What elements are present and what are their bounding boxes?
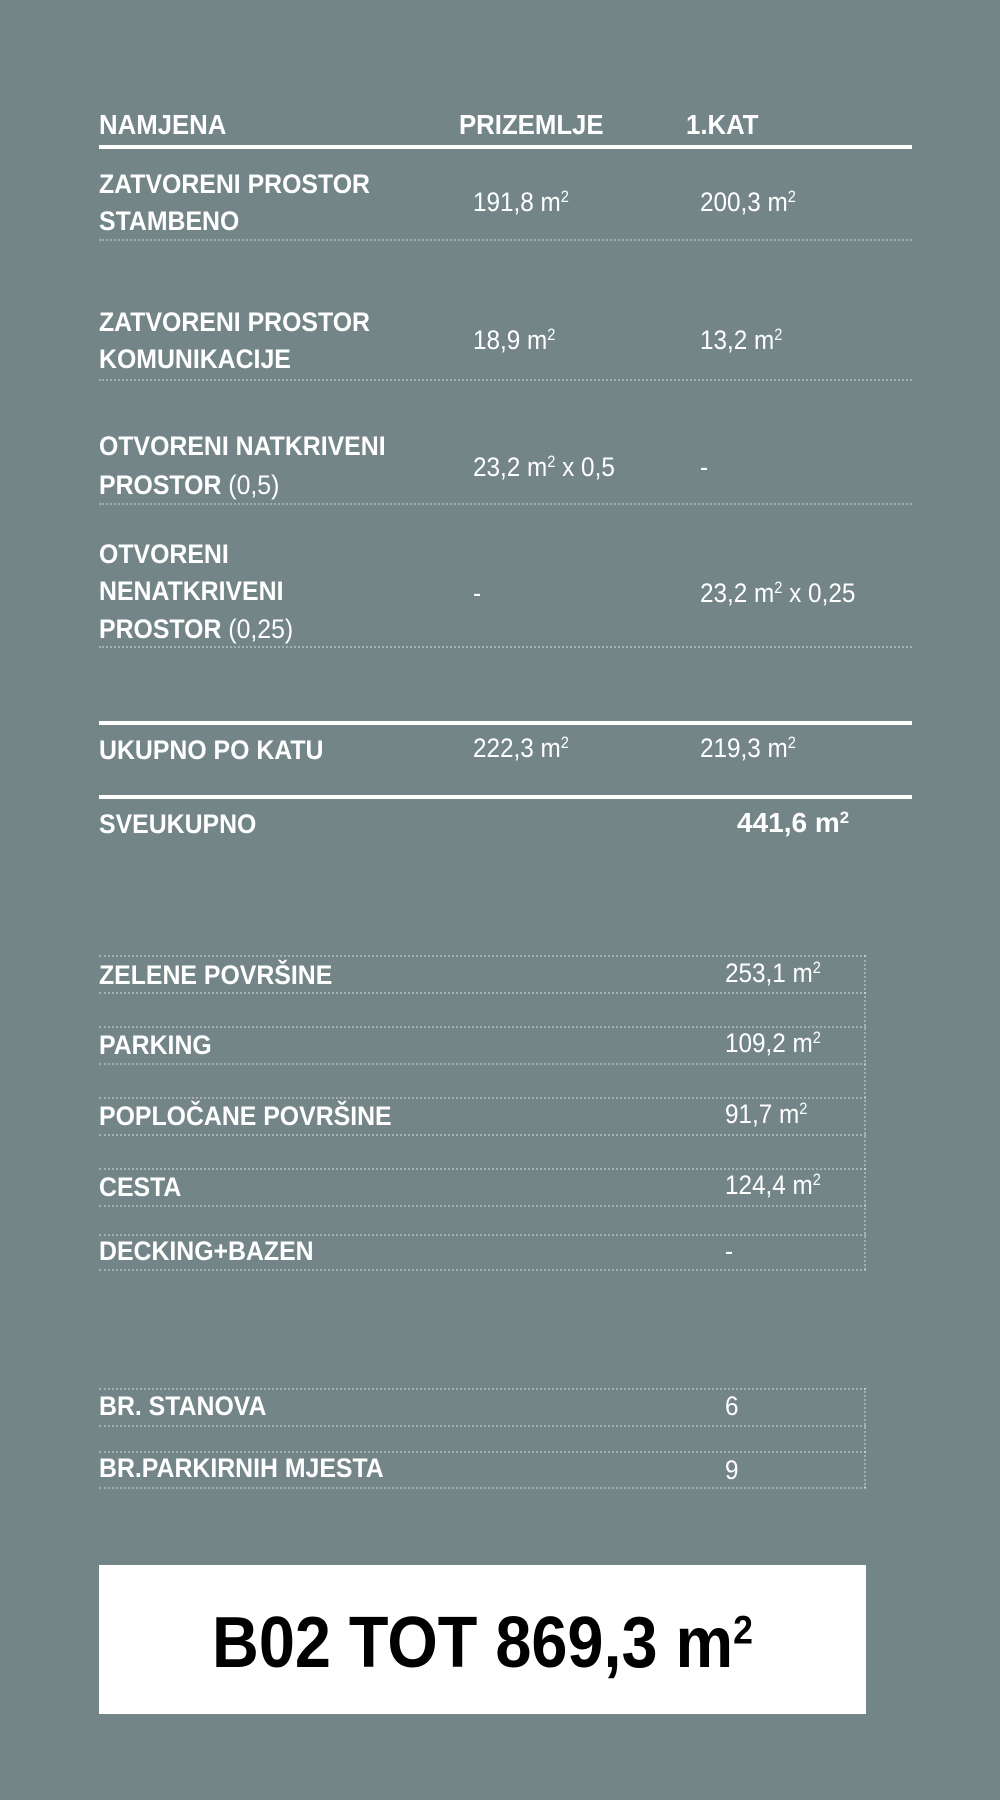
surface-label: CESTA xyxy=(99,1172,182,1202)
header-divider xyxy=(99,145,912,149)
row-divider xyxy=(99,1269,866,1271)
total-box xyxy=(99,1565,866,1714)
prizemlje-value: 18,9 $m^2$ xyxy=(473,325,556,355)
ukupno-divider xyxy=(99,721,912,725)
row-divider xyxy=(99,1063,866,1065)
row-label-line3: PROSTOR (0,25) xyxy=(99,614,294,644)
row-divider xyxy=(99,646,912,648)
surface-value: 109,2 $m^2$ xyxy=(725,1028,821,1058)
row-divider xyxy=(99,239,912,241)
surface-value: - xyxy=(725,1236,734,1266)
column-header-prizemlje: PRIZEMLJE xyxy=(459,109,604,140)
row-label-line2: STAMBENO xyxy=(99,206,240,236)
row-label-line1: ZATVORENI PROSTOR xyxy=(99,169,370,199)
sveukupno-divider xyxy=(99,795,912,799)
row-label-line2: PROSTOR (0,5) xyxy=(99,470,280,500)
row-divider xyxy=(99,1134,866,1136)
counts-right-border xyxy=(864,1388,866,1488)
row-divider xyxy=(99,1205,866,1207)
kat-value: 200,3 $m^2$ xyxy=(700,187,796,217)
surface-value: 253,1 $m^2$ xyxy=(725,958,821,988)
row-divider xyxy=(99,1425,866,1427)
column-header-namjena: NAMJENA xyxy=(99,109,227,140)
row-label-line2: NENATKRIVENI xyxy=(99,576,284,606)
ukupno-label: UKUPNO PO KATU xyxy=(99,735,324,765)
row-label-line1: OTVORENI xyxy=(99,539,229,569)
prizemlje-value: 191,8 $m^2$ xyxy=(473,187,569,217)
ukupno-kat-value: 219,3 $m^2$ xyxy=(700,733,796,763)
surface-label: POPLOČANE POVRŠINE xyxy=(99,1101,392,1131)
row-label-line1: ZATVORENI PROSTOR xyxy=(99,307,370,337)
total-text: B02 TOT 869,3 $m^2$ xyxy=(212,1602,753,1683)
ukupno-prizemlje-value: 222,3 $m^2$ xyxy=(473,733,569,763)
kat-value: 23,2 $m^2$ x 0,25 xyxy=(700,578,856,608)
row-divider xyxy=(99,992,866,994)
prizemlje-value: 23,2 $m^2$ x 0,5 xyxy=(473,452,615,482)
surfaces-right-border xyxy=(864,955,866,1270)
count-value: 9 xyxy=(725,1455,739,1485)
row-label-line1: OTVORENI NATKRIVENI xyxy=(99,431,386,461)
prizemlje-value: - xyxy=(473,578,482,608)
column-header-1-kat: 1.KAT xyxy=(686,109,759,140)
surface-label: PARKING xyxy=(99,1030,212,1060)
surface-value: 91,7 $m^2$ xyxy=(725,1099,808,1129)
count-label: BR. STANOVA xyxy=(99,1391,267,1421)
count-label: BR.PARKIRNIH MJESTA xyxy=(99,1453,384,1483)
coefficient: (0,5) xyxy=(228,470,280,500)
surface-label: ZELENE POVRŠINE xyxy=(99,960,333,990)
surface-label: DECKING+BAZEN xyxy=(99,1236,314,1266)
row-label-line2: KOMUNIKACIJE xyxy=(99,344,291,374)
count-value: 6 xyxy=(725,1391,739,1421)
kat-value: 13,2 $m^2$ xyxy=(700,325,783,355)
coefficient: (0,25) xyxy=(228,614,294,644)
sveukupno-value: 441,6 $m^2$ xyxy=(737,807,850,838)
row-divider xyxy=(99,379,912,381)
surface-value: 124,4 $m^2$ xyxy=(725,1170,821,1200)
row-divider xyxy=(99,1487,866,1489)
sveukupno-label: SVEUKUPNO xyxy=(99,809,257,839)
row-divider xyxy=(99,503,912,505)
kat-value: - xyxy=(700,452,709,482)
